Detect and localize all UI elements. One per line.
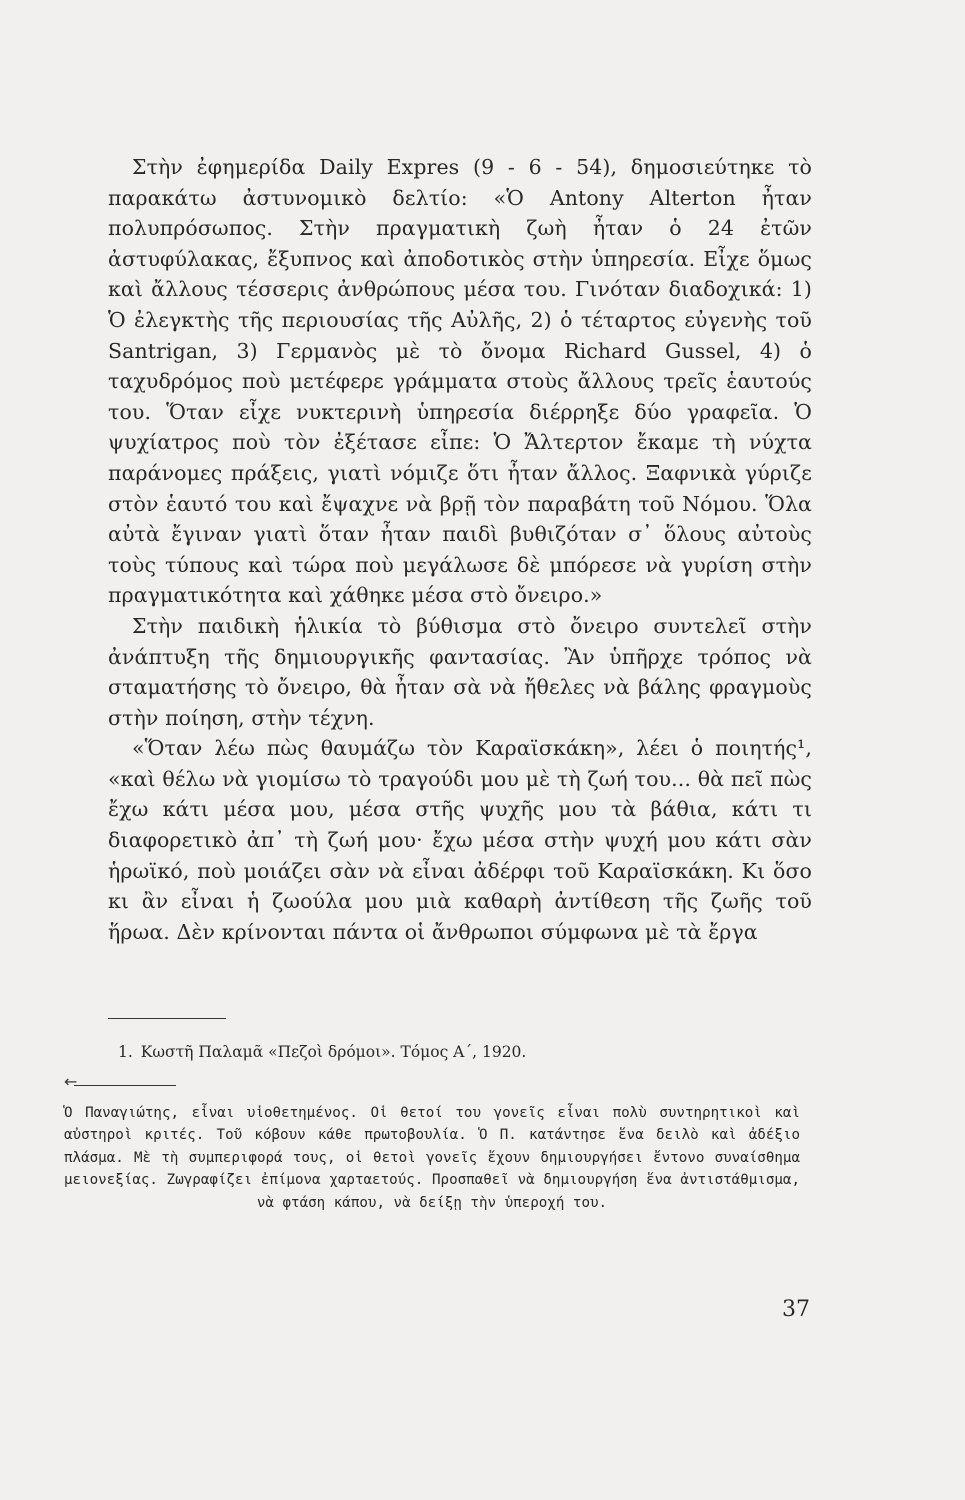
footnote-divider (108, 1018, 226, 1019)
page-number: 37 (782, 1297, 810, 1322)
paragraph-childhood-dream: Στὴν παιδικὴ ἡλικία τὸ βύθισμα στὸ ὄνειρο συντελεῖ στὴν ἀνάπτυξη τῆς δημιουργικῆς φαντασίας. Ἂν ὑπῆρχε τρόπος νὰ σταματήσης τὸ ὄνειρο, θὰ ἦταν σὰ νὰ ἤθελες νὰ βάλης φραγμοὺς στὴν ποίηση, στὴν τέχνη. (108, 613, 812, 730)
arrow-left-icon: ← (64, 1072, 78, 1091)
paragraph-poet-quote: «Ὅταν λέω πὼς θαυμάζω τὸν Καραϊσκάκη», λέει ὁ ποιητής¹, «καὶ θέλω νὰ γιομίσω τὸ τραγούδι μου μὲ τὴ ζωή του... θὰ πεῖ πὼς ἔχω κάτι μέσα μου, μέσα στῆς ψυχῆς μου τὰ βάθια, κάτι τι διαφορετικὸ ἀπ᾿ τὴ ζωή μου· ἔχω μέσα στὴν ψυχή μου κάτι σὰν ἡρωϊκό, ποὺ μοιάζει σὰν νὰ εἶναι ἀδέρφι τοῦ Καραϊσκάκη. Κι ὅσο κι ἂν εἶναι ἡ ζωούλα μου μιὰ καθαρὴ ἀντίθεση τῆς ζωῆς τοῦ ἥρωα. Δὲν κρίνονται πάντα οἱ ἄνθρωποι σύμφωνα μὲ τὰ ἔργα (108, 736, 812, 944)
paragraph-newspaper-report: Στὴν ἐφημερίδα Daily Expres (9 - 6 - 54), δημοσιεύτηκε τὸ παρακάτω ἀστυνομικὸ δελτίο: «Ὁ Antony Alterton ἦταν πολυπρόσωπος. Στὴν πραγματικὴ ζωὴ ἦταν ὁ 24 ἐτῶν ἀστυφύλακας, ἔξυπνος καὶ ἀποδοτικὸς στὴν ὑπηρεσία. Εἶχε ὅμως καὶ ἄλλους τέσσερις ἀνθρώπους μέσα του. Γινόταν διαδοχικά: 1) Ὁ ἐλεγκτὴς τῆς περιουσίας τῆς Αὐλῆς, 2) ὁ τέταρτος εὐγενὴς τοῦ Santrigan, 3) Γερμανὸς μὲ τὸ ὄνομα Richard Gussel, 4) ὁ ταχυδρόμος ποὺ μετέφερε γράμματα στοὺς ἄλλους τρεῖς ἑαυτούς του. Ὅταν εἶχε νυκτερινὴ ὑπηρεσία διέρρηξε δύο γραφεῖα. Ὁ ψυχίατρος ποὺ τὸν ἐξέτασε εἶπε: Ὁ Ἄλτερτον ἔκαμε τὴ νύχτα παράνομες πράξεις, γιατὶ νόμιζε ὅτι ἦταν ἄλλος. Ξαφνικὰ γύριζε στὸν ἑαυτό του καὶ ἔψαχνε νὰ βρῇ τὸν παραβάτη τοῦ Νόμου. Ὅλα αὐτὰ ἔγιναν γιατὶ ὅταν ἦταν παιδὶ βυθιζόταν σ᾿ ὅλους αὐτοὺς τοὺς τύπους καὶ τώρα ποὺ μεγάλωσε δὲ μπόρεσε νὰ γυρίση στὴν πραγματικότητα καὶ χάθηκε μέσα στὸ ὄνειρο.» (108, 155, 812, 608)
main-text (108, 152, 812, 947)
footnote (118, 1040, 718, 1064)
note-divider (64, 1072, 176, 1092)
case-note (64, 1102, 800, 1214)
footnote-number: 1. (118, 1043, 133, 1061)
footnote-text: Κωστῆ Παλαμᾶ «Πεζοὶ δρόμοι». Τόμος Α΄, 1920. (140, 1043, 527, 1061)
note-divider-line (74, 1085, 176, 1086)
case-note-text: Ὁ Παναγιώτης, εἶναι υἱοθετημένος. Οἱ θετοί του γονεῖς εἶναι πολὺ συντηρητικοὶ καὶ αὐστηροὶ κριτές. Τοῦ κόβουν κάθε πρωτοβουλία. Ὁ Π. κατάντησε ἕνα δειλὸ καὶ ἀδέξιο πλάσμα. Μὲ τὴ συμπεριφορά τους, οἱ θετοὶ γονεῖς ἔχουν δημιουργήσει ἔντονο συναίσθημα μειονεξίας. Ζωγραφίζει ἐπίμονα χαρταετούς. Προσπαθεῖ νὰ δημιουργήση ἕνα ἀντιστάθμισμα, νὰ φτάση κάπου, νὰ δείξῃ τὴν ὑπεροχή του. (64, 1105, 800, 1211)
